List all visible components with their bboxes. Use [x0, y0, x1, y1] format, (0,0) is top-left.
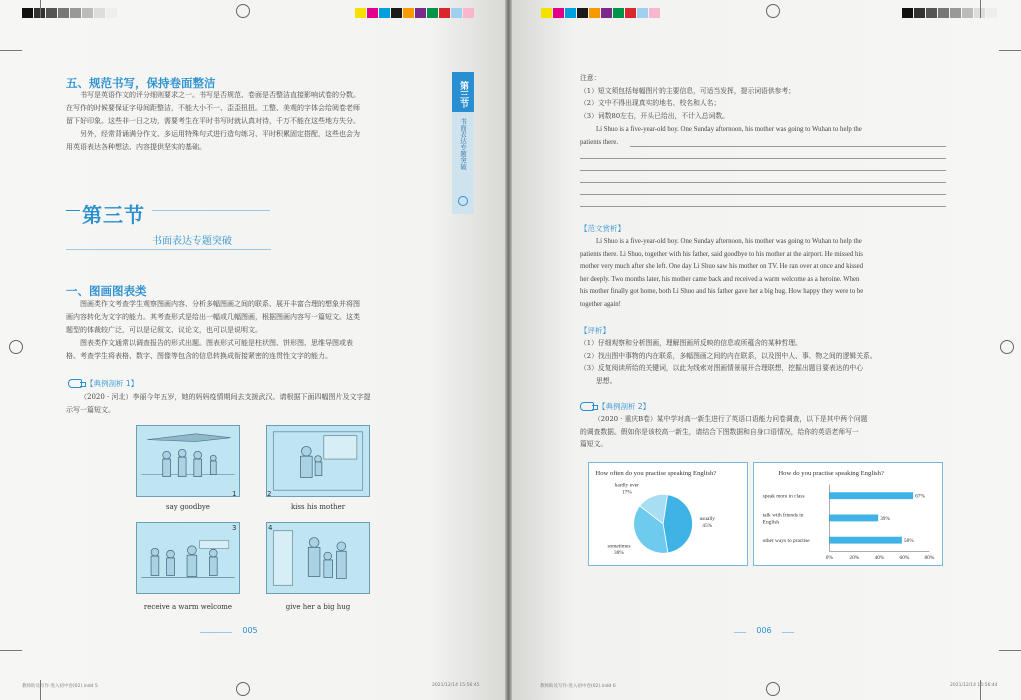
- caption-say-goodbye: say goodbye: [166, 503, 210, 511]
- caption-kiss-mother: kiss his mother: [290, 503, 346, 511]
- print-timestamp: 2021/12/14 15:56:45: [432, 683, 480, 688]
- print-timestamp: 2021/12/14 15:56:44: [950, 683, 998, 688]
- example1-prompt: （2020 · 河北）李丽今年五岁，她的妈妈疫情期间去支援武汉。请根据下面四幅图片及文字提 示写一篇短文。: [66, 393, 371, 414]
- notes-block: 注意： （1）短文须包括每幅图片的主要信息，可适当发挥，提示词语供参考； （2）文中不得出现真实的地名、校名和人名； （3）词数80左右，开头已给出，不计入总词数。: [580, 74, 796, 120]
- registration-mark: [236, 682, 250, 696]
- chapter-title: 第三节: [82, 203, 145, 227]
- bar-x-tick: 20%: [849, 555, 860, 562]
- picture-number: 2: [267, 490, 272, 498]
- print-footer: 教师助及写作·进入初中卷(02).indd 6: [540, 684, 616, 689]
- example1-tag: 【典例剖析 1】: [68, 378, 138, 389]
- analysis-tag: 【评析】: [580, 326, 610, 335]
- section1-title: 一、图画图表类: [66, 284, 147, 298]
- pie-label: 38%: [614, 550, 624, 557]
- color-calibration-bar: [902, 8, 997, 18]
- bar-talk-with-friends-in-English: [829, 514, 878, 521]
- illustration-say-goodbye: [136, 425, 240, 497]
- pie-label: 17%: [621, 489, 632, 496]
- registration-mark: [1000, 340, 1014, 354]
- section5-title: 五、规范书写，保持卷面整洁: [66, 76, 216, 90]
- side-tab-text: 书面表达专题突破: [459, 118, 467, 170]
- bar-value-label: 39%: [880, 515, 890, 522]
- left-page: [0, 0, 505, 700]
- answer-line[interactable]: [630, 146, 946, 147]
- registration-mark: [766, 4, 780, 18]
- side-tab-title: 第三节: [452, 72, 474, 112]
- bar-category-label: talk with friends in: [762, 512, 804, 519]
- illustration-warm-welcome: [136, 522, 240, 594]
- chapter-subtitle: 书面表达专题突破: [152, 236, 232, 247]
- page-number: 005: [232, 626, 268, 635]
- bar-category-label: speak more in class: [762, 493, 805, 500]
- caption-big-hug: give her a big hug: [285, 603, 351, 611]
- bar-category-label: other ways to practise: [762, 538, 810, 545]
- side-tab-dot-icon: [458, 196, 468, 206]
- registration-mark: [236, 4, 250, 18]
- illustration-big-hug: [266, 522, 370, 594]
- pie-slice-usually: [663, 495, 692, 553]
- bar-x-tick: 40%: [874, 555, 885, 562]
- registration-mark: [766, 682, 780, 696]
- pie-chart-title: How often do you practise speaking English?: [595, 469, 717, 477]
- chapter-heading: [66, 197, 271, 251]
- pointing-hand-icon: [580, 402, 594, 411]
- pie-label: usually: [699, 515, 715, 522]
- example2-tag: 【典例剖析 2】: [580, 401, 650, 412]
- answer-line[interactable]: [580, 158, 946, 159]
- section1-paragraph: 图画类作文考查学生观察图画内容、分析多幅图画之间的联系、展开丰富合理的想象并将图 画内容转化为文字的能力。其考查形式是给出一幅或几幅图画，根据图画内容写一篇短文。这类 题型的体裁较广泛，可以是记叙文、议论文，也可以是说明文。 图表类作文通常以调查报告的形式出题。图表形式可能是柱状图、饼形图、思维导图或表 格。考查学生将表格、数字、图像等包含的信息转换成衔接紧密的连贯性文字的能力。: [66, 300, 360, 360]
- book-spine: [505, 0, 512, 700]
- picture-number: 1: [232, 490, 237, 498]
- color-calibration-bar: [541, 8, 660, 18]
- picture-number: 3: [232, 524, 237, 532]
- bar-x-tick: 80%: [924, 555, 935, 562]
- bar-value-label: 67%: [915, 493, 925, 500]
- section5-paragraph: 书写是英语作文的评分细则要求之一。书写是否规范、卷面是否整洁直接影响试卷的分数。 在写作的时候要保证字母间距整洁，不能大小不一、歪歪扭扭。工整、美观的字体会给阅卷老师 留下好印象。这些非一日之功，需要考生在平时书写时就认真对待，千万不能在这些地方失分。 另外，经常背诵满分作文、多运用特殊句式进行造句练习、平时积累固定搭配，这些也会为 用英语表达各种想法、内容提供坚实的基础。: [66, 91, 360, 151]
- bar-speak-more-in-class: [829, 492, 913, 499]
- pie-label: hardly ever: [614, 482, 639, 489]
- bar-x-tick: 60%: [899, 555, 910, 562]
- registration-mark: [9, 340, 23, 354]
- analysis-block: （1）仔细观察和分析图画，理解图画所反映的信息或所蕴含的某种哲理。 （2）找出图中事物的内在联系，多幅图画之间的内在联系，以及图中人、事、物之间的逻辑关系。 （3）反复阅读所给的关键词，以此为线索对图画情景展开合理联想，挖掘出题目要表达的中心 思想。: [580, 339, 877, 385]
- color-calibration-bar: [22, 8, 117, 18]
- answer-line[interactable]: [580, 170, 946, 171]
- bar-chart-practice-methods: [753, 462, 943, 566]
- bar-other-ways-to-practise: [829, 537, 902, 544]
- bar-chart-title: How do you practise speaking English?: [778, 469, 884, 477]
- model-essay: Li Shuo is a five-year-old boy. One Sunday afternoon, his mother was going to Wuhan to help the patients there. Li Shuo, together with his father, said goodbye to his mother at the airport. He missed his mother very much after she left. One day Li Shuo saw his mother on TV. He ran over at once and kissed her deeply. Two months later, his mother came back and received a warm welcome as a heroine. When his mother finally got home, both Li Shuo and his father gave her a big hug. How happy they were to be together again!: [580, 238, 864, 308]
- writing-prompt: Li Shuo is a five-year-old boy. One Sunday afternoon, his mother was going to Wuhan to help the patients there.: [580, 126, 862, 146]
- page-number: 006: [746, 626, 782, 635]
- answer-line[interactable]: [580, 194, 946, 195]
- illustration-kiss-mother: [266, 425, 370, 497]
- bar-x-tick: 0%: [825, 555, 833, 562]
- caption-warm-welcome: receive a warm welcome: [143, 603, 233, 611]
- color-calibration-bar: [355, 8, 474, 18]
- answer-line[interactable]: [580, 206, 946, 207]
- model-essay-tag: 【范文赏析】: [580, 224, 625, 233]
- example2-prompt: （2020 · 重庆B卷）某中学对高一新生进行了英语口语能力问卷调查，以下是其中两个问题 的调查数据。假如你是该校高一新生，请结合下图数据和自身口语情况，给你的英语老师写一 篇短文。: [580, 415, 868, 448]
- print-footer: 教师助及写作·进入初中卷(02).indd 5: [22, 684, 98, 689]
- bar-category-label: English: [762, 519, 780, 526]
- pie-chart-practice-frequency: [588, 462, 748, 566]
- pointing-hand-icon: [68, 379, 82, 388]
- pie-label: 45%: [702, 522, 713, 529]
- bar-value-label: 58%: [903, 538, 914, 545]
- answer-line[interactable]: [580, 182, 946, 183]
- chapter-side-tab: [452, 72, 474, 214]
- picture-number: 4: [268, 524, 273, 532]
- pie-label: sometimes: [607, 543, 631, 550]
